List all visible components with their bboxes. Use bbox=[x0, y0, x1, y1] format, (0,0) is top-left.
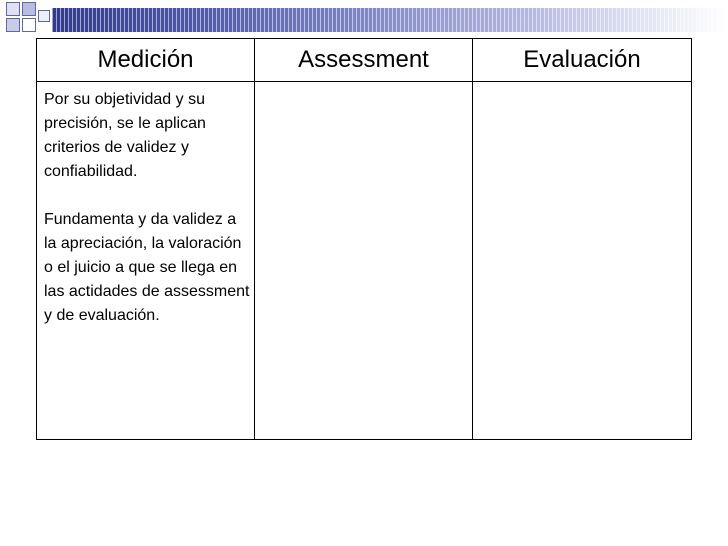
decorative-square bbox=[22, 2, 36, 16]
column-header-label: Assessment bbox=[298, 46, 429, 73]
decorative-square bbox=[6, 2, 20, 16]
slide-header-decoration bbox=[0, 0, 728, 40]
cell-evaluacion bbox=[473, 82, 691, 439]
column-header-label: Evaluación bbox=[523, 46, 641, 73]
comparison-table bbox=[36, 38, 692, 440]
column-header-label: Medición bbox=[97, 46, 194, 73]
table-header-row bbox=[37, 39, 691, 82]
decorative-square bbox=[38, 10, 50, 22]
cell-paragraph: Por su objetividad y su precisión, se le aplican criterios de validez y confiabilidad. bbox=[44, 91, 206, 180]
decorative-square bbox=[22, 18, 36, 32]
decorative-stripe-band bbox=[52, 8, 728, 32]
cell-assessment bbox=[255, 82, 473, 439]
column-header-assessment bbox=[255, 39, 473, 81]
column-header-medicion bbox=[37, 39, 255, 81]
cell-medicion bbox=[37, 82, 255, 439]
column-header-evaluacion bbox=[473, 39, 691, 81]
decorative-square bbox=[6, 18, 20, 32]
cell-paragraph: Fundamenta y da validez a la apreciación, la valoración o el juicio a que se llega en las actidades de assessment y de evaluación. bbox=[44, 211, 250, 324]
table-row bbox=[37, 82, 691, 439]
